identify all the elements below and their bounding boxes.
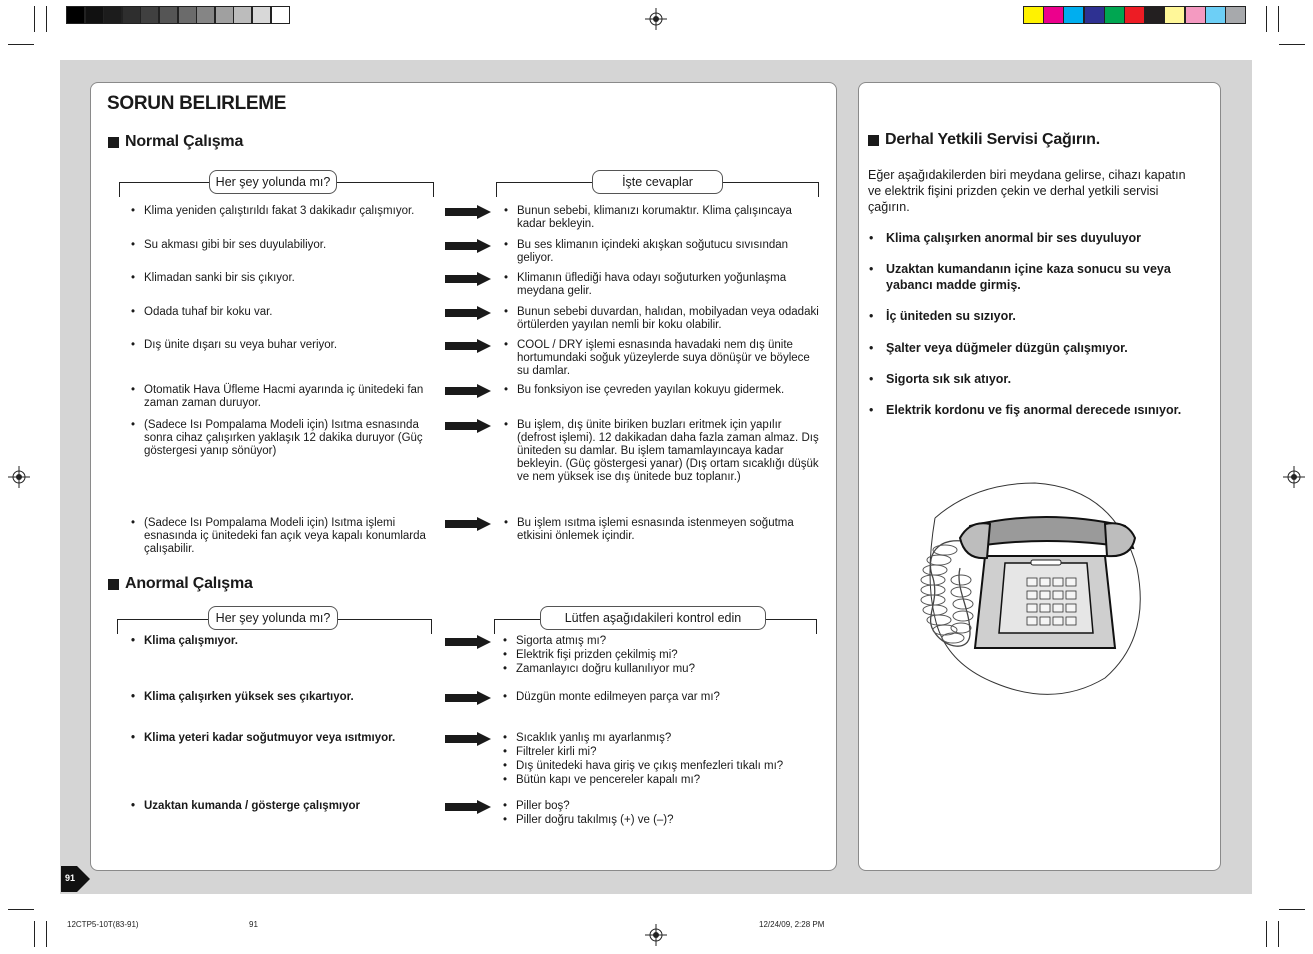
- answer-item: [504, 205, 821, 231]
- footer-timestamp: 12/24/09, 2:28 PM: [759, 920, 825, 929]
- registration-mark-icon: [645, 924, 667, 946]
- answer-item: [504, 339, 821, 378]
- bullet: •: [131, 635, 136, 647]
- check-item: [503, 774, 820, 787]
- bullet: •: [503, 663, 508, 675]
- section-heading-normal: [108, 133, 243, 151]
- check-item: [503, 732, 820, 745]
- color-swatch: [1225, 6, 1246, 24]
- check-item: [503, 635, 820, 648]
- bullet: •: [869, 341, 874, 355]
- check-text: Piller boş?: [516, 800, 570, 812]
- bullet: •: [504, 272, 509, 284]
- check-text: Elektrik fişi prizden çekilmiş mi?: [516, 649, 678, 661]
- service-item: [869, 371, 1206, 387]
- bullet: •: [503, 760, 508, 772]
- gray-swatch: [159, 6, 178, 24]
- square-bullet-icon: [108, 579, 119, 590]
- registration-mark-icon: [645, 8, 667, 30]
- right-arrow-icon: [445, 272, 491, 286]
- registration-mark-icon: [8, 466, 30, 488]
- answer-text: Bunun sebebi duvardan, halıdan, mobilyadan veya odadaki örtülerden yayılan nemli bir koku olabilir.: [517, 306, 819, 331]
- service-item: [869, 230, 1206, 246]
- gray-swatch: [233, 6, 252, 24]
- question-item: [131, 691, 440, 704]
- bullet: •: [869, 262, 874, 276]
- question-text: Klima yeniden çalıştırıldı fakat 3 dakikadır çalışmıyor.: [144, 205, 415, 217]
- bullet: •: [503, 649, 508, 661]
- service-text: Sigorta sık sık atıyor.: [886, 372, 1012, 386]
- question-text: (Sadece Isı Pompalama Modeli için) Isıtma işlemi esnasında iç ünitedeki fan açık veya kapalı konumlarda çalışabilir.: [144, 517, 426, 555]
- question-text: Odada tuhaf bir koku var.: [144, 306, 273, 318]
- question-item: [131, 419, 436, 458]
- bullet: •: [503, 814, 508, 826]
- answer-item: [504, 272, 821, 298]
- check-text: Dış ünitedeki hava giriş ve çıkış menfezleri tıkalı mı?: [516, 760, 784, 772]
- check-item: [503, 663, 820, 676]
- color-swatch: [1185, 6, 1206, 24]
- right-arrow-icon: [445, 306, 491, 320]
- question-item: [131, 239, 436, 252]
- answer-item: [504, 239, 821, 265]
- question-item: [131, 205, 436, 218]
- bullet: •: [869, 309, 874, 323]
- answer-text: Bu fonksiyon ise çevreden yayılan kokuyu gidermek.: [517, 384, 785, 396]
- question-text: Uzaktan kumanda / gösterge çalışmıyor: [144, 800, 361, 812]
- bullet: •: [869, 372, 874, 386]
- service-item: [869, 402, 1206, 418]
- check-item: [503, 746, 820, 759]
- section-heading-abnormal: [108, 575, 253, 593]
- bullet: •: [504, 517, 509, 529]
- section-heading-text: Anormal Çalışma: [125, 575, 253, 592]
- bullet: •: [131, 339, 136, 351]
- bullet: •: [504, 205, 509, 217]
- check-text: Sigorta atmış mı?: [516, 635, 607, 647]
- bullet: •: [504, 419, 509, 431]
- square-bullet-icon: [868, 135, 879, 146]
- footer-job-id: 12CTP5-10T(83-91): [67, 920, 139, 929]
- bullet: •: [131, 800, 136, 812]
- bullet: •: [131, 205, 136, 217]
- right-arrow-icon: [445, 732, 491, 746]
- page-title: SORUN BELIRLEME: [107, 93, 287, 114]
- color-swatch: [1043, 6, 1064, 24]
- bullet: •: [869, 403, 874, 417]
- answer-text: COOL / DRY işlemi esnasında havadaki nem dış ünite hortumundaki soğuk yüzeylerde suya dönüşür ve böylece su damlar.: [517, 339, 810, 377]
- color-swatch: [1144, 6, 1165, 24]
- question-text: Klima yeteri kadar soğutmuyor veya ısıtmıyor.: [144, 732, 396, 744]
- bullet: •: [131, 419, 136, 431]
- bullet: •: [504, 306, 509, 318]
- right-arrow-icon: [445, 691, 491, 705]
- bullet: •: [503, 774, 508, 786]
- service-intro: Eğer aşağıdakilerden biri meydana gelirse, cihazı kapatın ve elektrik fişini prizden çekin ve derhal yetkili servisi çağırın.: [868, 168, 1186, 214]
- question-text: Klimadan sanki bir sis çıkıyor.: [144, 272, 295, 284]
- question-item: [131, 635, 440, 648]
- check-item: [503, 814, 820, 827]
- question-text: Su akması gibi bir ses duyulabiliyor.: [144, 239, 327, 251]
- bullet: •: [504, 384, 509, 396]
- check-text: Sıcaklık yanlış mı ayarlanmış?: [516, 732, 672, 744]
- color-swatch: [1084, 6, 1105, 24]
- answer-text: Bu ses klimanın içindeki akışkan soğutucu sıvısından geliyor.: [517, 239, 789, 264]
- question-text: Klima çalışmıyor.: [144, 635, 238, 647]
- answer-text: Bu işlem ısıtma işlemi esnasında istenmeyen soğutma etkisini önlemek içindir.: [517, 517, 794, 542]
- telephone-illustration: [915, 478, 1151, 700]
- bullet: •: [503, 732, 508, 744]
- answer-pill: İşte cevaplar: [592, 170, 723, 194]
- bullet: •: [504, 339, 509, 351]
- question-item: [131, 272, 436, 285]
- gray-swatch: [271, 6, 290, 24]
- gray-swatch: [252, 6, 271, 24]
- gray-swatch: [122, 6, 141, 24]
- bullet: •: [131, 306, 136, 318]
- service-text: Şalter veya düğmeler düzgün çalışmıyor.: [886, 341, 1128, 355]
- answer-text: Bunun sebebi, klimanızı korumaktır. Klima çalışıncaya kadar bekleyin.: [517, 205, 792, 230]
- answer-item: [504, 517, 821, 543]
- question-text: (Sadece Isı Pompalama Modeli için) Isıtma esnasında sonra cihaz çalışırken yaklaşık 12 dakika duruyor (Güç göstergesi yanıp sönüyor): [144, 419, 423, 457]
- service-text: İç üniteden su sızıyor.: [886, 309, 1016, 323]
- right-arrow-icon: [445, 419, 491, 433]
- right-arrow-icon: [445, 384, 491, 398]
- check-text: Filtreler kirli mi?: [516, 746, 597, 758]
- gray-swatch: [66, 6, 85, 24]
- gray-swatch: [140, 6, 159, 24]
- gray-swatch: [196, 6, 215, 24]
- question-pill: Her şey yolunda mı?: [209, 170, 337, 194]
- question-text: Otomatik Hava Üfleme Hacmi ayarında iç ünitedeki fan zaman zaman duruyor.: [144, 384, 424, 409]
- color-swatch: [1205, 6, 1226, 24]
- gray-swatch: [215, 6, 234, 24]
- bullet: •: [131, 384, 136, 396]
- question-item: [131, 732, 440, 745]
- right-arrow-icon: [445, 800, 491, 814]
- question-item: [131, 384, 436, 410]
- section-heading-text: Derhal Yetkili Servisi Çağırın.: [885, 131, 1100, 148]
- bullet: •: [131, 691, 136, 703]
- section-heading-service: [868, 131, 1100, 149]
- question-item: [131, 800, 440, 813]
- service-item: [869, 340, 1206, 356]
- check-item: [503, 691, 820, 704]
- check-item: [503, 649, 820, 662]
- check-text: Bütün kapı ve pencereler kapalı mı?: [516, 774, 701, 786]
- gray-swatch: [85, 6, 104, 24]
- bullet: •: [869, 231, 874, 245]
- bullet: •: [131, 272, 136, 284]
- right-arrow-icon: [445, 517, 491, 531]
- check-item: [503, 800, 820, 813]
- question-item: [131, 517, 436, 556]
- check-text: Düzgün monte edilmeyen parça var mı?: [516, 691, 720, 703]
- section-heading-text: Normal Çalışma: [125, 133, 244, 150]
- answer-item: [504, 419, 821, 484]
- bullet: •: [131, 732, 136, 744]
- bullet: •: [131, 517, 136, 529]
- service-text: Uzaktan kumandanın içine kaza sonucu su veya yabancı madde girmiş.: [886, 262, 1171, 292]
- gray-swatch: [178, 6, 197, 24]
- right-arrow-icon: [445, 635, 491, 649]
- answer-text: Klimanın üflediği hava odayı soğuturken yoğunlaşma meydana gelir.: [517, 272, 787, 297]
- answer-text: Bu işlem, dış ünite biriken buzları eritmek için yapılır (defrost işlemi). 12 dakikadan daha fazla zaman almaz. Dış üniteden su damlar. Bu işlem tamamlayıncaya kadar bekleyin. (Güç göstergesi yanar) (Dış ortam sıcaklığı düşük ve nem yüksek ise dış ünitede buz toplanır.): [517, 419, 819, 483]
- color-swatch: [1104, 6, 1125, 24]
- answer-item: [504, 306, 821, 332]
- bullet: •: [131, 239, 136, 251]
- color-swatch: [1063, 6, 1084, 24]
- registration-mark-icon: [1283, 466, 1305, 488]
- bullet: •: [504, 239, 509, 251]
- question-item: [131, 339, 436, 352]
- bullet: •: [503, 800, 508, 812]
- question-item: [131, 306, 436, 319]
- color-swatch: [1124, 6, 1145, 24]
- check-text: Piller doğru takılmış (+) ve (–)?: [516, 814, 674, 826]
- footer-page: 91: [249, 920, 258, 929]
- check-pill: Lütfen aşağıdakileri kontrol edin: [540, 606, 766, 630]
- service-item: [869, 261, 1206, 293]
- page-number: 91: [65, 873, 76, 883]
- bullet: •: [503, 746, 508, 758]
- service-text: Klima çalışırken anormal bir ses duyuluyor: [886, 231, 1141, 245]
- color-swatch: [1164, 6, 1185, 24]
- question-pill: Her şey yolunda mı?: [208, 606, 338, 630]
- check-text: Zamanlayıcı doğru kullanılıyor mu?: [516, 663, 695, 675]
- square-bullet-icon: [108, 137, 119, 148]
- right-arrow-icon: [445, 205, 491, 219]
- gray-swatch: [103, 6, 122, 24]
- question-text: Dış ünite dışarı su veya buhar veriyor.: [144, 339, 338, 351]
- question-text: Klima çalışırken yüksek ses çıkartıyor.: [144, 691, 354, 703]
- right-arrow-icon: [445, 239, 491, 253]
- right-arrow-icon: [445, 339, 491, 353]
- color-swatch: [1023, 6, 1044, 24]
- service-text: Elektrik kordonu ve fiş anormal derecede ısınıyor.: [886, 403, 1182, 417]
- bullet: •: [503, 635, 508, 647]
- answer-item: [504, 384, 821, 397]
- bullet: •: [503, 691, 508, 703]
- check-item: [503, 760, 820, 773]
- service-item: [869, 308, 1206, 324]
